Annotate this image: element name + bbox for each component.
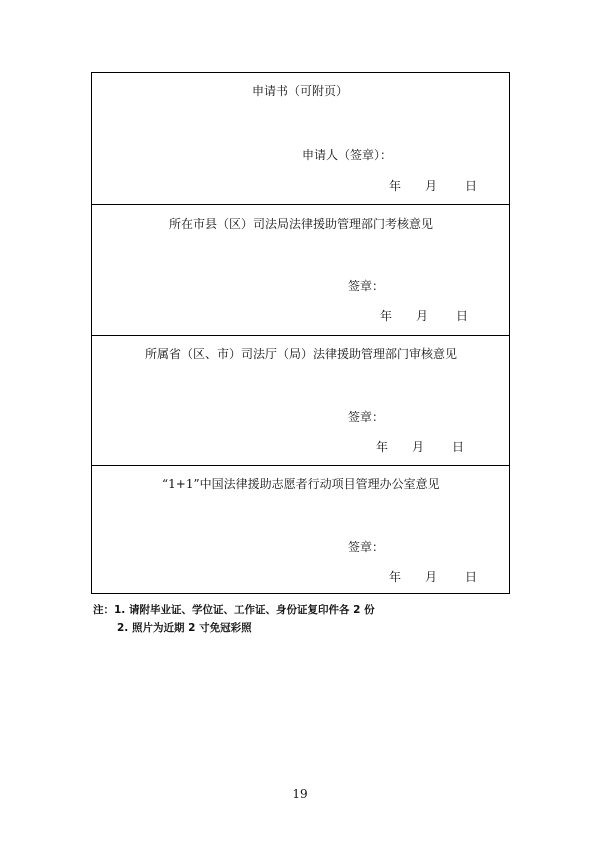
date-day: 日 — [452, 440, 465, 454]
page-number: 19 — [292, 787, 308, 801]
province-review-title: 所属省（区、市）司法厅（局）法律援助管理部门审核意见 — [145, 347, 458, 361]
note-line-2: 2. 照片为近期 2 寸免冠彩照 — [117, 622, 252, 634]
application-section — [92, 73, 509, 204]
project-office-title: “1+1”中国法律援助志愿者行动项目管理办公室意见 — [162, 477, 440, 491]
note-line-1: 注：1. 请附毕业证、学位证、工作证、身份证复印件各 2 份 — [93, 604, 375, 616]
province-signature-label: 签章： — [348, 410, 385, 424]
date-year: 年 — [389, 570, 402, 584]
date-month: 月 — [416, 309, 429, 323]
date-day: 日 — [456, 309, 469, 323]
county-review-title: 所在市县（区）司法局法律援助管理部门考核意见 — [169, 217, 434, 231]
date-day: 日 — [465, 570, 478, 584]
date-year: 年 — [380, 309, 393, 323]
province-review-date — [376, 440, 464, 454]
date-year: 年 — [376, 440, 389, 454]
application-date — [389, 179, 477, 193]
applicant-signature-label: 申请人（签章）： — [302, 148, 393, 162]
county-signature-label: 签章： — [348, 279, 385, 293]
date-year: 年 — [389, 179, 402, 193]
date-month: 月 — [425, 570, 438, 584]
form-table — [91, 72, 510, 594]
county-review-date — [380, 309, 468, 323]
project-office-signature-label: 签章： — [348, 540, 385, 554]
date-month: 月 — [412, 440, 425, 454]
project-office-section — [92, 465, 509, 594]
project-office-date — [389, 570, 477, 584]
application-title: 申请书（可附页） — [252, 84, 349, 98]
province-review-section — [92, 335, 509, 466]
date-month: 月 — [425, 179, 438, 193]
date-day: 日 — [465, 179, 478, 193]
county-review-section — [92, 204, 509, 336]
